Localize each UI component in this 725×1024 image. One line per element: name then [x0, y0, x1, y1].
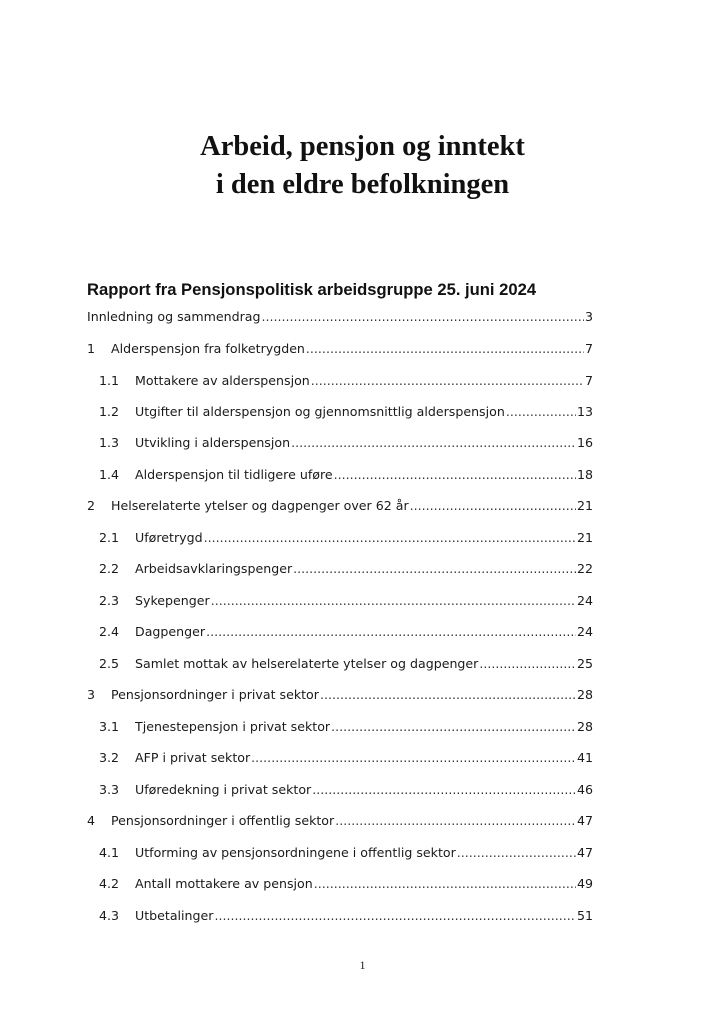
toc-entry-number: 2.3 [99, 593, 120, 608]
toc-entry[interactable] [0, 433, 725, 453]
toc-entry[interactable] [0, 402, 725, 422]
title-line-2: i den eldre befolkningen [215, 169, 510, 200]
toc-entry[interactable] [0, 559, 725, 579]
toc-leader-dots [206, 622, 576, 642]
toc-entry-page: 16 [576, 435, 593, 450]
toc-entry-number: 4.1 [99, 845, 120, 860]
toc-entry[interactable] [0, 591, 725, 611]
toc-entry-number: 2.4 [99, 624, 120, 639]
toc-entry[interactable] [0, 654, 725, 674]
toc-leader-dots [410, 496, 576, 516]
toc-entry-page: 25 [576, 656, 593, 671]
toc-entry[interactable] [0, 748, 725, 768]
toc-entry-label: Pensjonsordninger i privat sektor [111, 687, 319, 702]
toc-entry-page: 7 [584, 373, 593, 388]
toc-entry[interactable] [0, 780, 725, 800]
toc-leader-dots [291, 433, 576, 453]
toc-entry-number: 1.3 [99, 435, 120, 450]
toc-entry[interactable] [0, 906, 725, 926]
toc-entry[interactable] [0, 622, 725, 642]
toc-entry-page: 21 [576, 530, 593, 545]
toc-entry-number: 3.2 [99, 750, 120, 765]
toc-leader-dots [314, 874, 576, 894]
toc-leader-dots [312, 780, 576, 800]
toc-entry-number: 2.5 [99, 656, 120, 671]
toc-entry-number: 3.1 [99, 719, 120, 734]
title-line-1: Arbeid, pensjon og inntekt [200, 131, 525, 162]
toc-entry[interactable] [0, 371, 725, 391]
toc-entry-number: 1.1 [99, 373, 120, 388]
toc-entry[interactable] [0, 307, 725, 327]
toc-entry[interactable] [0, 496, 725, 516]
toc-entry-number: 2.1 [99, 530, 120, 545]
toc-entry-page: 3 [584, 309, 593, 324]
toc-leader-dots [479, 654, 576, 674]
toc-entry[interactable] [0, 874, 725, 894]
toc-leader-dots [211, 591, 576, 611]
toc-entry-page: 47 [576, 845, 593, 860]
toc-entry-label: Arbeidsavklaringspenger [135, 561, 293, 576]
toc-entry-label: Utforming av pensjonsordningene i offentlig sektor [135, 845, 456, 860]
toc-entry-label: AFP i privat sektor [135, 750, 251, 765]
toc-entry-page: 41 [576, 750, 593, 765]
toc-entry-label: Uføretrygd [135, 530, 203, 545]
toc-entry-page: 28 [576, 687, 593, 702]
toc-entry[interactable] [0, 717, 725, 737]
toc-entry-page: 49 [576, 876, 593, 891]
toc-entry-page: 18 [576, 467, 593, 482]
toc-entry[interactable] [0, 843, 725, 863]
toc-entry-page: 22 [576, 561, 593, 576]
toc-entry-label: Tjenestepensjon i privat sektor [135, 719, 331, 734]
toc-entry-number: 1.2 [99, 404, 120, 419]
toc-entry[interactable] [0, 528, 725, 548]
toc-entry[interactable] [0, 339, 725, 359]
toc-entry[interactable] [0, 465, 725, 485]
toc-leader-dots [214, 906, 576, 926]
toc-leader-dots [457, 843, 576, 863]
toc-entry-number: 2.2 [99, 561, 120, 576]
toc-entry-label: Pensjonsordninger i offentlig sektor [111, 813, 335, 828]
toc-entry-label: Samlet mottak av helserelaterte ytelser og dagpenger [135, 656, 479, 671]
toc-entry-page: 13 [576, 404, 593, 419]
toc-entry-number: 4 [87, 813, 96, 828]
toc-entry-label: Alderspensjon fra folketrygden [111, 341, 305, 356]
toc-leader-dots [311, 371, 584, 391]
toc-entry-number: 3 [87, 687, 96, 702]
toc-leader-dots [334, 465, 576, 485]
toc-entry-label: Sykepenger [135, 593, 210, 608]
toc-entry-number: 4.2 [99, 876, 120, 891]
toc-leader-dots [204, 528, 576, 548]
toc-entry-page: 21 [576, 498, 593, 513]
toc-leader-dots [331, 717, 576, 737]
toc-entry-label: Innledning og sammendrag [87, 309, 261, 324]
toc-entry-page: 24 [576, 593, 593, 608]
toc-entry-label: Uføredekning i privat sektor [135, 782, 312, 797]
toc-leader-dots [320, 685, 576, 705]
toc-leader-dots [293, 559, 576, 579]
toc-entry-page: 47 [576, 813, 593, 828]
toc-entry-number: 1 [87, 341, 96, 356]
toc-entry-label: Alderspensjon til tidligere uføre [135, 467, 333, 482]
toc-entry-page: 51 [576, 908, 593, 923]
toc-leader-dots [306, 339, 584, 359]
toc-leader-dots [506, 402, 576, 422]
report-subtitle: Rapport fra Pensjonspolitisk arbeidsgruppe 25. juni 2024 [87, 280, 537, 299]
toc-entry-label: Utgifter til alderspensjon og gjennomsnittlig alderspensjon [135, 404, 505, 419]
toc-entry-number: 1.4 [99, 467, 120, 482]
toc-entry[interactable] [0, 685, 725, 705]
toc-entry[interactable] [0, 811, 725, 831]
toc-entry-label: Utbetalinger [135, 908, 214, 923]
toc-leader-dots [251, 748, 576, 768]
toc-entry-label: Mottakere av alderspensjon [135, 373, 310, 388]
toc-entry-page: 46 [576, 782, 593, 797]
toc-entry-label: Helserelaterte ytelser og dagpenger over 62 år [111, 498, 409, 513]
toc-entry-page: 24 [576, 624, 593, 639]
toc-entry-page: 28 [576, 719, 593, 734]
toc-entry-label: Utvikling i alderspensjon [135, 435, 291, 450]
toc-entry-number: 2 [87, 498, 96, 513]
toc-leader-dots [335, 811, 576, 831]
toc-entry-label: Dagpenger [135, 624, 206, 639]
toc-entry-label: Antall mottakere av pensjon [135, 876, 313, 891]
toc-entry-number: 4.3 [99, 908, 120, 923]
toc-leader-dots [262, 307, 584, 327]
toc-entry-number: 3.3 [99, 782, 120, 797]
page-number: 1 [359, 958, 366, 972]
toc-entry-page: 7 [584, 341, 593, 356]
